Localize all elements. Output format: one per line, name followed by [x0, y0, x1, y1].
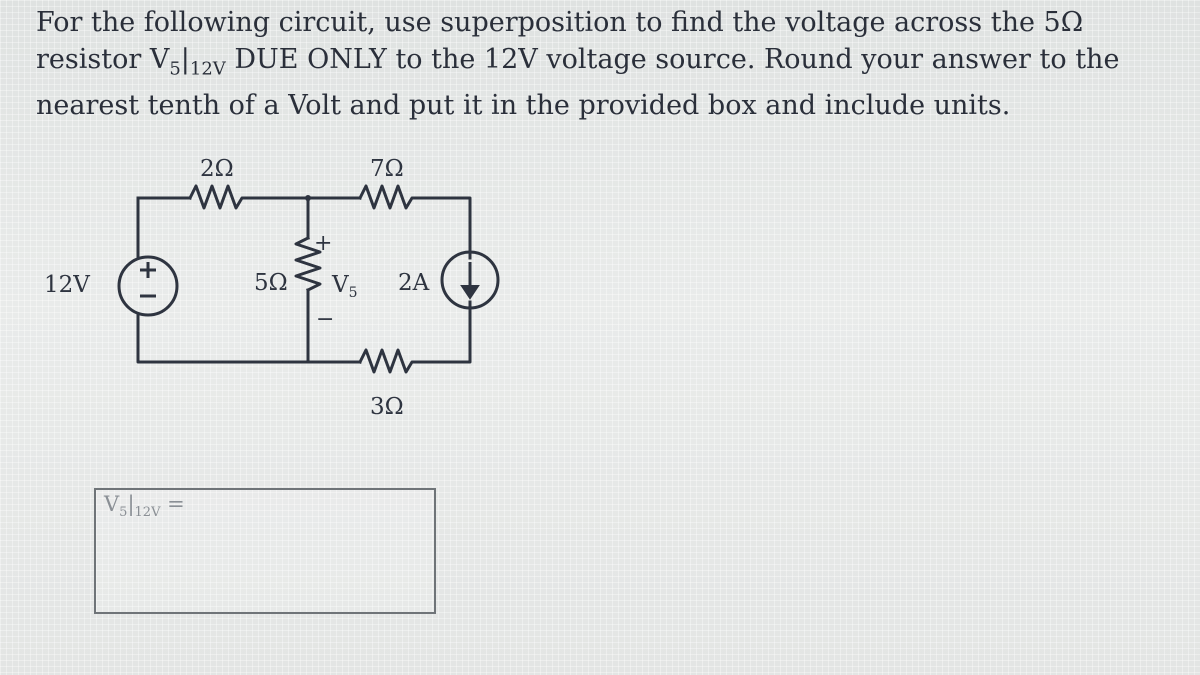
label-3ohm: 3Ω: [370, 394, 404, 420]
question-part1: For the following circuit, use superposition to find the voltage across the 5Ω resistor V: [36, 7, 1084, 75]
answer-label: $V_5|_{12V}$ =: [104, 492, 185, 521]
label-v5-minus: −: [316, 307, 335, 332]
label-2a: 2A: [398, 270, 430, 296]
label-v5-plus: +: [314, 231, 333, 256]
answer-input[interactable]: [104, 526, 428, 608]
resistor-2ohm: [190, 186, 258, 208]
resistor-7ohm: [360, 186, 428, 208]
voltage-source-12v: [119, 257, 177, 315]
current-source-2a: [442, 252, 498, 308]
label-7ohm: 7Ω: [370, 156, 404, 182]
label-2ohm: 2Ω: [200, 156, 234, 182]
wire-left-bottom: [138, 316, 308, 362]
question-sub-12v: 12V: [189, 58, 226, 80]
junction-node: [305, 195, 311, 201]
label-12v: 12V: [44, 272, 90, 298]
label-5ohm: 5Ω: [254, 270, 288, 296]
question-sub-5: 5: [169, 58, 181, 80]
question-text: For the following circuit, use superposition to find the voltage across the 5Ω resistor $V_5|_{12V}$ DUE ONLY to the 12V voltage source. Round your answer to the nearest tenth of a Volt and put it in the provided box and include units.: [36, 7, 1120, 122]
label-v5: $V_5$: [332, 272, 358, 301]
wire-top-right: [428, 198, 470, 258]
resistor-3ohm: [360, 302, 470, 372]
question-part2: DUE ONLY to the 12V voltage source. Round your answer to the nearest tenth of a Volt and put it in the provided box and include units.: [36, 44, 1120, 122]
answer-box[interactable]: [94, 488, 436, 614]
